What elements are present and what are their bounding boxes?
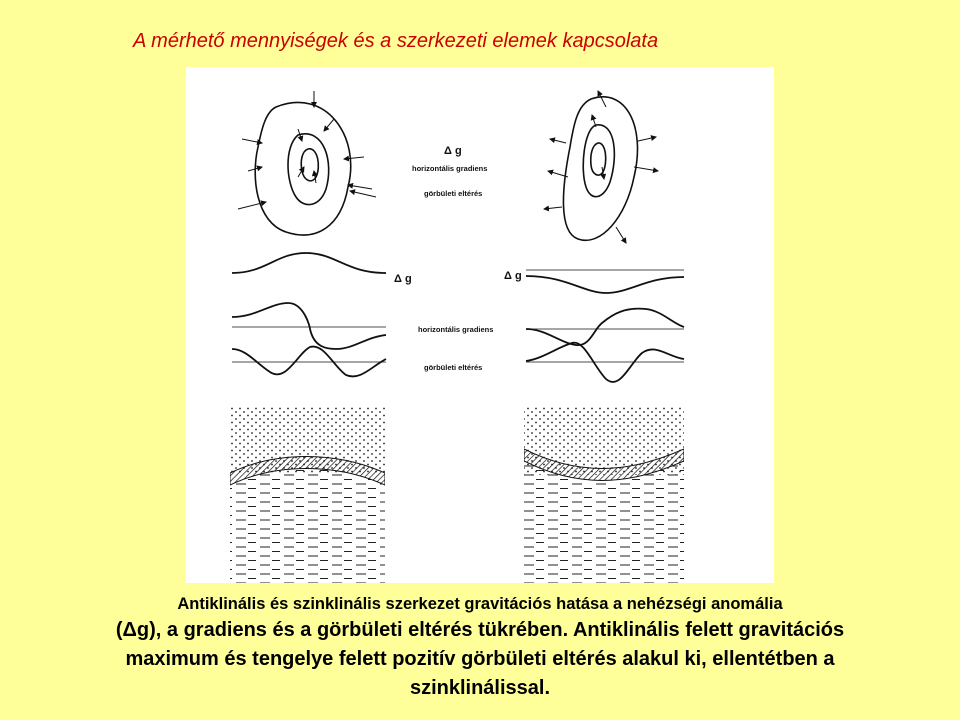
figure-caption [20, 592, 940, 703]
caption-line-4: szinklinálissal. [409, 677, 551, 699]
right-profile-dg-label: Δ g [504, 270, 522, 282]
caption-line-1: Antiklinális és szinklinális szerkezet gravitációs hatása a nehézségi anomália [177, 595, 783, 613]
anticline-cross-section [230, 407, 385, 583]
anticline-profiles [232, 253, 386, 376]
left-profile-dg-label: Δ g [394, 273, 412, 285]
syncline-cross-section [524, 407, 684, 583]
slide-title: A mérhető mennyiségek és a szerkezeti elemek kapcsolata [133, 30, 659, 52]
figure-panel [186, 67, 774, 583]
caption-line-2: (Δg), a gradiens és a görbületi eltérés tükrében. Antiklinális felett gravitációs [115, 619, 845, 641]
legend-curvature: görbületi eltérés [424, 189, 483, 198]
profile-curvature-label: görbületi eltérés [424, 363, 483, 372]
profile-horizontal-gradient-label: horizontális gradiens [418, 325, 494, 334]
syncline-contour-map [544, 91, 658, 243]
caption-line-3: maximum és tengelye felett pozitív görbületi eltérés alakul ki, ellentétben a [125, 648, 835, 670]
anticline-contour-map [238, 91, 376, 235]
legend-horizontal-gradient: horizontális gradiens [412, 164, 488, 173]
syncline-profiles [526, 270, 684, 382]
legend-dg-label: Δ g [444, 145, 462, 157]
